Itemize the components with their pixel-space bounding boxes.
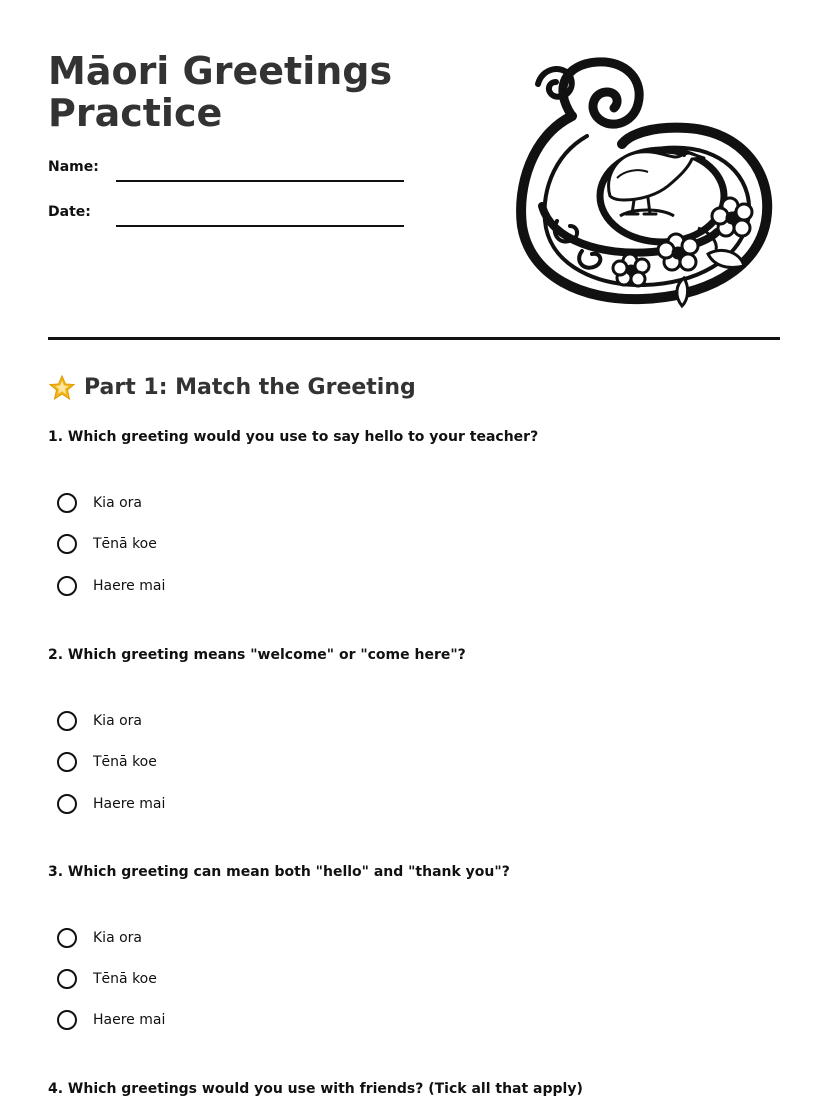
q2-option-label: Tēnā koe	[93, 754, 157, 770]
name-label: Name:	[48, 159, 99, 175]
part1-title-text: Part 1: Match the Greeting	[84, 375, 416, 400]
q2-option-label: Kia ora	[93, 713, 142, 729]
q2-option-tena-koe[interactable]	[57, 750, 157, 774]
page-title	[48, 50, 468, 134]
q1-radio-tena-koe[interactable]	[57, 534, 77, 554]
q2-radio-kia-ora[interactable]	[57, 711, 77, 731]
q1-radio-kia-ora[interactable]	[57, 493, 77, 513]
page-title-line2: Practice	[48, 91, 223, 135]
q1-option-label: Haere mai	[93, 578, 166, 594]
q2-radio-tena-koe[interactable]	[57, 752, 77, 772]
star-icon	[48, 374, 76, 402]
q2-option-haere-mai[interactable]	[57, 792, 165, 816]
q1-option-label: Kia ora	[93, 495, 142, 511]
q2-option-label: Haere mai	[93, 796, 166, 812]
q2-radio-haere-mai[interactable]	[57, 794, 77, 814]
q3-option-kia-ora[interactable]	[57, 926, 142, 950]
date-field[interactable]	[116, 225, 404, 227]
q3-radio-tena-koe[interactable]	[57, 969, 77, 989]
kiwi-bird-koru-flower-icon	[512, 56, 774, 310]
name-field[interactable]	[116, 180, 404, 182]
section-divider	[48, 337, 780, 340]
q1-option-kia-ora[interactable]	[57, 491, 142, 515]
q2-option-kia-ora[interactable]	[57, 709, 142, 733]
q3-option-label: Tēnā koe	[93, 971, 157, 987]
q3-radio-kia-ora[interactable]	[57, 928, 77, 948]
q3-option-label: Haere mai	[93, 1012, 166, 1028]
q1-option-label: Tēnā koe	[93, 536, 157, 552]
question-2: 2. Which greeting means "welcome" or "come here"?	[48, 647, 466, 663]
part1-title	[48, 373, 416, 403]
question-3: 3. Which greeting can mean both "hello" and "thank you"?	[48, 864, 510, 880]
page-title-line1: Māori Greetings	[48, 49, 393, 93]
question-1: 1. Which greeting would you use to say hello to your teacher?	[48, 429, 539, 445]
q3-option-haere-mai[interactable]	[57, 1008, 165, 1032]
q3-option-tena-koe[interactable]	[57, 967, 157, 991]
date-label: Date:	[48, 204, 91, 220]
q1-option-haere-mai[interactable]	[57, 574, 165, 598]
q3-option-label: Kia ora	[93, 930, 142, 946]
q3-radio-haere-mai[interactable]	[57, 1010, 77, 1030]
q1-radio-haere-mai[interactable]	[57, 576, 77, 596]
q1-option-tena-koe[interactable]	[57, 532, 157, 556]
question-4: 4. Which greetings would you use with friends? (Tick all that apply)	[48, 1081, 583, 1097]
